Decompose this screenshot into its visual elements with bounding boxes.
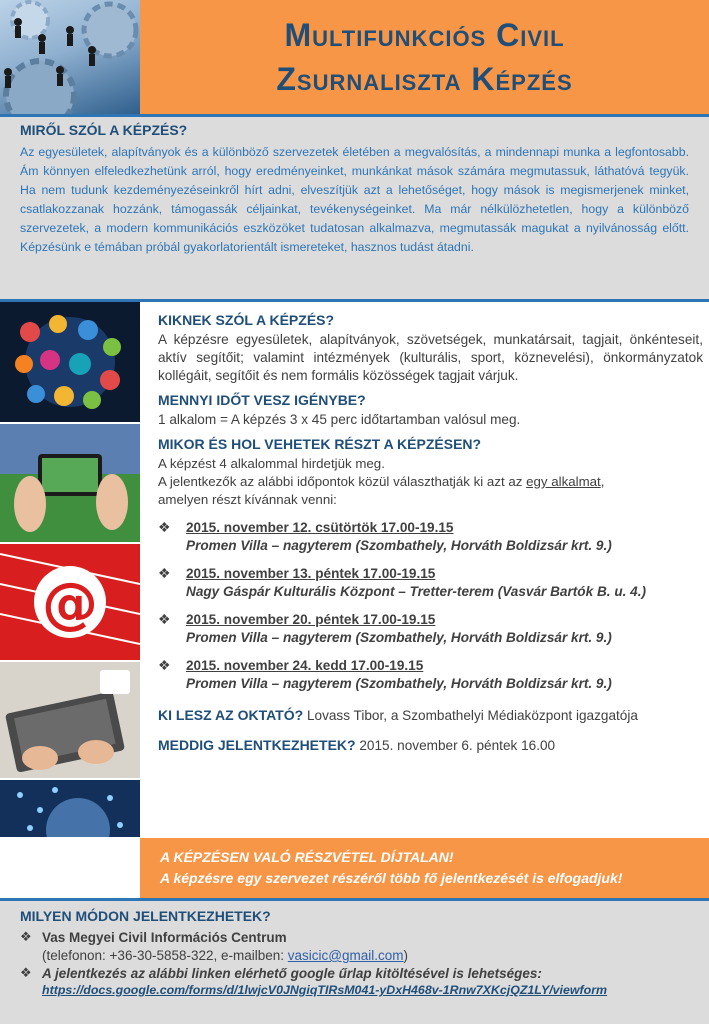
event-venue: Promen Villa – nagyterem (Szombathely, Horváth Boldizsár krt. 9.) (186, 538, 612, 553)
event-item (158, 611, 703, 647)
free-notice: A KÉPZÉSEN VALÓ RÉSZVÉTEL DÍJTALAN! (160, 849, 454, 865)
event-date: 2015. november 20. péntek 17.00-19.15 (186, 612, 436, 627)
schedule-heading: MIKOR ÉS HOL VEHETEK RÉSZT A KÉPZÉSEN? (158, 436, 482, 452)
audience-heading: KIKNEK SZÓL A KÉPZÉS? (158, 312, 335, 328)
email-at-sign-image (0, 544, 140, 660)
about-body: Az egyesületek, alapítványok és a különböző szervezetek életében a megvalósítás, a mindennapi munka a legfontosabb. Ám könnyen elfeledkezhetünk arról, hogy eredményeinket, munkánkat mások számára megmutassuk, láthatóvá tegyük. Ha nem tudunk kezdeményezéseinkről hírt adni, elveszítjük azt a lehetőséget, hogy mások is megismerjenek minket, csatlakozzanak hozzánk, támogassák céljainkat, tevékenységeinket. Ma már nélkülözhetetlen, hogy a különböző szervezetek, a modern kommunikációs eszközöket tudatosan alkalmazva, megmutassák magukat a nyilvánosság előtt. Képzésünk e témában próbál gyakorlatorientált ismereteket, hasznos tudást átadni. (20, 145, 689, 254)
about-section (0, 117, 709, 299)
event-date: 2015. november 24. kedd 17.00-19.15 (186, 658, 424, 673)
trainer-name: Lovass Tibor, a Szombathelyi Médiaközpont igazgatója (303, 708, 638, 723)
one-occasion-emphasis: egy alkalmat (526, 474, 601, 489)
google-form-link[interactable]: https://docs.google.com/forms/d/1lwjcV0JNgiqTIRsM041-yDxH468v-1Rnw7XKcjQZ1LY/viewform (42, 983, 608, 997)
contact-line: (telefonon: +36-30-5858-322, e-mailben: vasicic@gmail.com) (42, 948, 409, 963)
event-date: 2015. november 13. péntek 17.00-19.15 (186, 566, 436, 581)
details-content (158, 312, 703, 755)
schedule-attend-text: amelyen részt kívánnak venni: (158, 492, 337, 507)
smartphone-stadium-image (0, 424, 140, 542)
form-url-line (20, 983, 689, 997)
multiple-participants-notice: A képzésre egy szervezet részéről több fő jelentkezését is elfogadjuk! (160, 870, 623, 886)
about-heading: MIRŐL SZÓL A KÉPZÉS? (20, 122, 188, 138)
diamond-bullet-icon: ❖ (20, 965, 32, 980)
gears-people-image (0, 0, 140, 114)
signup-heading: MILYEN MÓDON JELENTKEZHETEK? (20, 908, 271, 924)
deadline-date: 2015. november 6. péntek 16.00 (355, 738, 556, 753)
network-face-image (0, 780, 140, 837)
title-line-2: Zsurnaliszta Képzés (276, 61, 573, 97)
deadline-line (158, 737, 703, 755)
signup-form-item (20, 965, 689, 983)
schedule-choose-text: A jelentkezők az alábbi időpontok közül választhatják ki azt az egy alkalmat, (158, 474, 605, 489)
trainer-heading: KI LESZ AZ OKTATÓ? (158, 707, 304, 723)
free-participation-banner (140, 838, 709, 898)
signup-org-item (20, 929, 689, 965)
laptop-typing-image (0, 662, 140, 778)
event-venue: Promen Villa – nagyterem (Szombathely, Horváth Boldizsár krt. 9.) (186, 630, 612, 645)
event-item (158, 519, 703, 555)
email-link[interactable]: vasicic@gmail.com (287, 948, 404, 963)
form-instruction: A jelentkezés az alábbi linken elérhető google űrlap kitöltésével is lehetséges: (42, 966, 542, 981)
diamond-bullet-icon: ❖ (158, 657, 171, 673)
org-name: Vas Megyei Civil Információs Centrum (42, 930, 287, 945)
diamond-bullet-icon: ❖ (158, 565, 171, 581)
duration-heading: MENNYI IDŐT VESZ IGÉNYBE? (158, 392, 366, 408)
main-title (140, 0, 709, 114)
diamond-bullet-icon: ❖ (20, 929, 32, 944)
photo-column (0, 302, 140, 837)
svg-text:@: @ (42, 571, 98, 636)
duration-body: 1 alkalom = A képzés 3 x 45 perc időtartamban valósul meg. (158, 412, 521, 427)
audience-body: A képzésre egyesületek, alapítványok, szövetségek, munkatársait, tagjait, önkénteseit, aktív segítőit; valamint intézmények (kulturális, sport, köznevelési), önkormányzatok kollégáit, segítőit és nem formális közösségek tagjait várjuk. (158, 332, 703, 383)
signup-section (0, 901, 709, 1024)
trainer-line (158, 707, 703, 725)
diamond-bullet-icon: ❖ (158, 519, 171, 535)
event-venue: Promen Villa – nagyterem (Szombathely, Horváth Boldizsár krt. 9.) (186, 676, 612, 691)
deadline-heading: MEDDIG JELENTKEZHETEK? (158, 737, 356, 753)
diamond-bullet-icon: ❖ (158, 611, 171, 627)
event-venue: Nagy Gáspár Kulturális Központ – Tretter-terem (Vasvár Bartók B. u. 4.) (186, 584, 647, 599)
event-item (158, 565, 703, 601)
event-item (158, 657, 703, 693)
header-banner (0, 0, 709, 114)
title-line-1: Multifunkciós Civil (284, 17, 565, 53)
event-date: 2015. november 12. csütörtök 17.00-19.15 (186, 520, 454, 535)
schedule-intro: A képzést 4 alkalommal hirdetjük meg. (158, 456, 385, 471)
social-media-icons-image (0, 302, 140, 422)
